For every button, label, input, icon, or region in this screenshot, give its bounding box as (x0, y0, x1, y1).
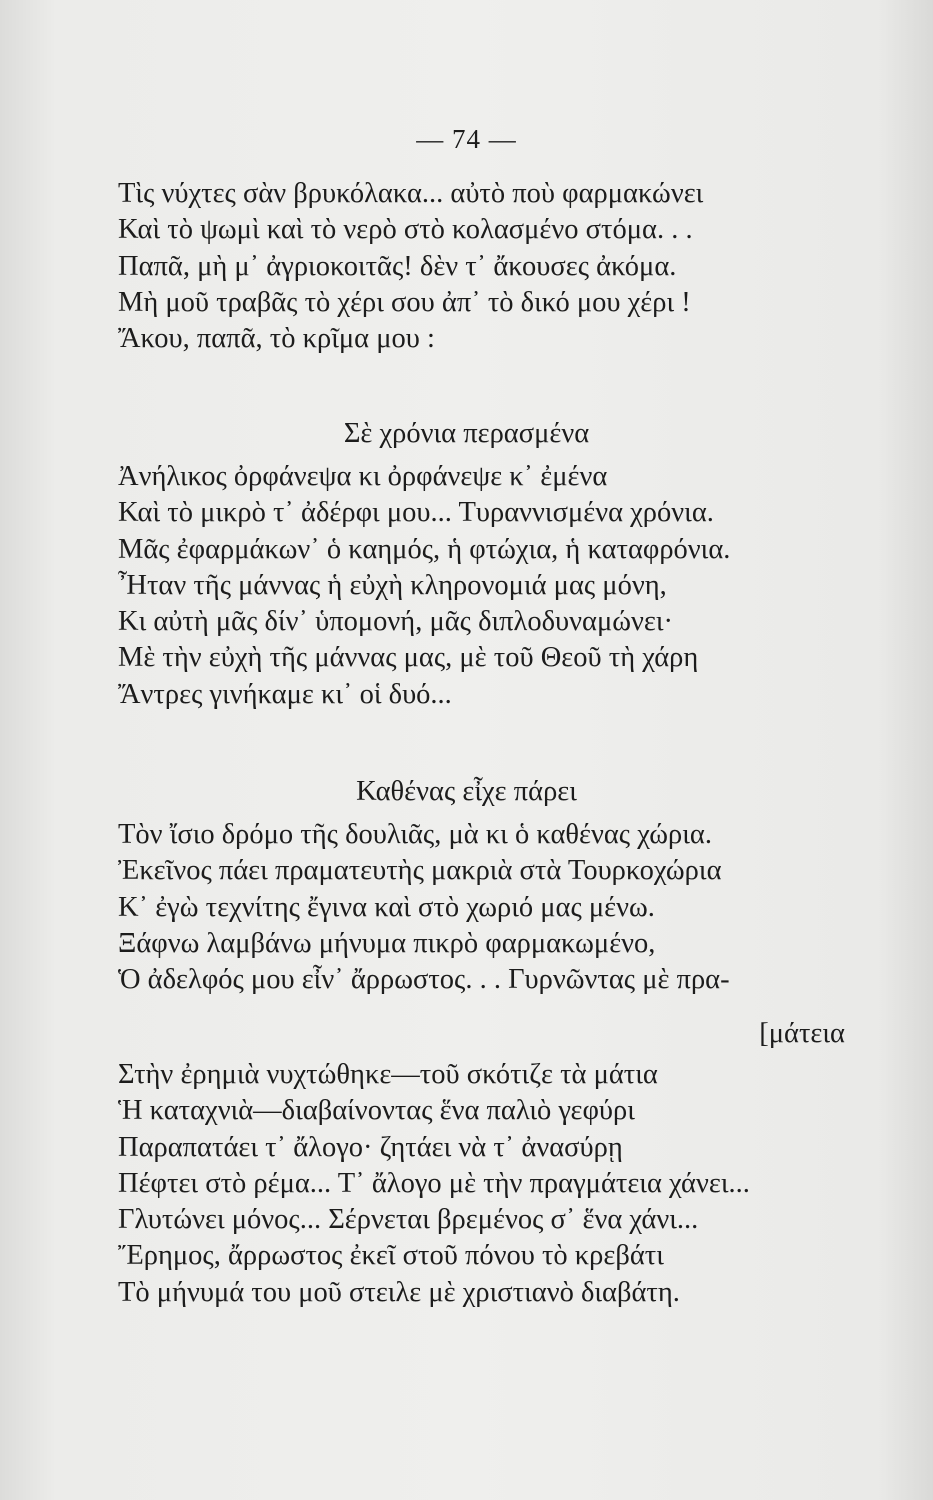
section-heading-1: Σὲ χρόνια περασμένα (343, 418, 590, 449)
stanza-1 (118, 176, 818, 357)
verse-line: Ἔρημος, ἄρρωστος ἐκεῖ στοῦ πόνου τὸ κρεβάτι (118, 1240, 664, 1272)
verse-line: Ὁ ἀδελφός μου εἶν᾿ ἄρρωστος. . . Γυρνῶντας μὲ πρα- (118, 964, 730, 996)
verse-line: Ἐκεῖνος πάει πραματευτὴς μακριὰ στὰ Τουρκοχώρια (118, 855, 722, 887)
verse-line: Τὸ μήνυμά του μοῦ στειλε μὲ χριστιανὸ διαβάτη. (118, 1276, 680, 1308)
verse-line: Παπᾶ, μὴ μ᾿ ἀγριοκοιτᾶς! δὲν τ᾿ ἄκουσες ἀκόμα. (118, 250, 677, 282)
verse-line: Ἄκου, παπᾶ, τὸ κρῖμα μου : (118, 323, 435, 355)
verse-line: Γλυτώνει μόνος... Σέρνεται βρεμένος σ᾿ ἕνα χάνι... (118, 1204, 699, 1236)
verse-line: Ξάφνω λαμβάνω μήνυμα πικρὸ φαρμακωμένο, (118, 927, 656, 959)
verse-line: Μὴ μοῦ τραβᾶς τὸ χέρι σου ἀπ᾿ τὸ δικό μου χέρι ! (118, 286, 691, 318)
stanza-3 (118, 817, 818, 998)
turnover-word: [μάτεια (759, 1018, 845, 1049)
stanza-4 (118, 1057, 818, 1311)
section-heading-2: Καθένας εἶχε πάρει (356, 776, 577, 807)
verse-line: Κ᾿ ἐγὼ τεχνίτης ἔγινα καὶ στὸ χωριό μας μένω. (118, 891, 655, 923)
verse-line: Πέφτει στὸ ρέμα... Τ᾿ ἄλογο μὲ τὴν πραγμάτεια χάνει... (118, 1167, 750, 1199)
verse-line: Τὸν ἴσιο δρόμο τῆς δουλιᾶς, μὰ κι ὁ καθένας χώρια. (118, 819, 712, 850)
verse-line: Ἡ καταχνιὰ—διαβαίνοντας ἕνα παλιὸ γεφύρι (118, 1095, 635, 1127)
verse-line: Τὶς νύχτες σὰν βρυκόλακα... αὐτὸ ποὺ φαρμακώνει (118, 178, 704, 209)
verse-line: Στὴν ἐρημιὰ νυχτώθηκε—τοῦ σκότιζε τὰ μάτια (118, 1059, 658, 1090)
verse-line: Καὶ τὸ μικρὸ τ᾿ ἀδέρφι μου... Τυραννισμένα χρόνια. (118, 497, 714, 529)
verse-line: Κι αὐτὴ μᾶς δίν᾿ ὑπομονή, μᾶς διπλοδυναμώνει· (118, 606, 674, 638)
verse-line: Μᾶς ἐφαρμάκων᾿ ὁ καημός, ἡ φτώχια, ἡ καταφρόνια. (118, 533, 731, 565)
verse-line: Μὲ τὴν εὐχὴ τῆς μάννας μας, μὲ τοῦ Θεοῦ τὴ χάρη (118, 642, 699, 674)
verse-line: Καὶ τὸ ψωμὶ καὶ τὸ νερὸ στὸ κολασμένο στόμα. . . (118, 214, 693, 246)
stanza-2 (118, 459, 818, 713)
verse-line: Ἀνήλικος ὀρφάνεψα κι ὀρφάνεψε κ᾿ ἐμένα (118, 461, 608, 492)
verse-line: Ἦταν τῆς μάννας ἡ εὐχὴ κληρονομιά μας μόνη, (118, 569, 667, 601)
verse-line: Παραπατάει τ᾿ ἄλογο· ζητάει νὰ τ᾿ ἀνασύρῃ (118, 1131, 623, 1163)
verse-line: Ἄντρες γινήκαμε κι᾿ οἱ δυό... (118, 678, 452, 710)
page-number: — 74 — (416, 124, 517, 154)
